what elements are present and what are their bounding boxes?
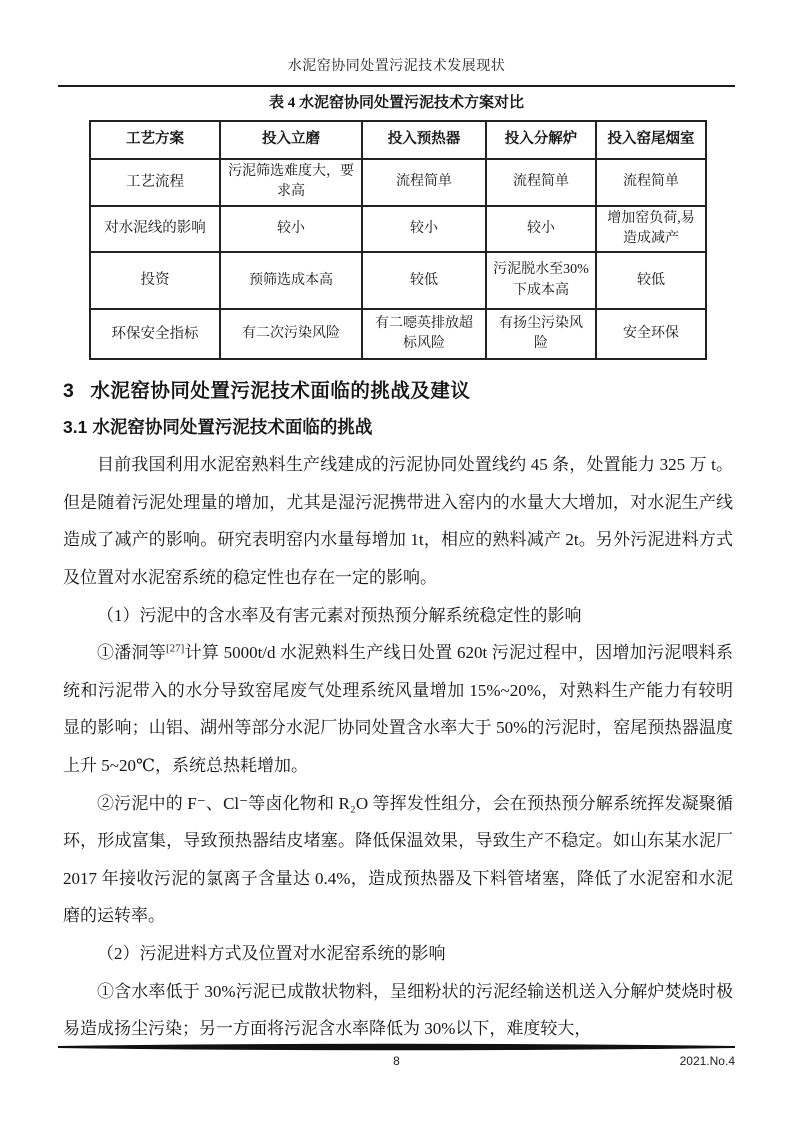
section-number: 3 bbox=[63, 380, 75, 403]
table-cell: 流程简单 bbox=[486, 159, 596, 206]
column-header-kiln-inlet: 投入窑尾烟室 bbox=[596, 121, 706, 159]
row-label: 投资 bbox=[90, 252, 220, 309]
footer-rule bbox=[58, 1043, 735, 1052]
table-cell: 有二次污染风险 bbox=[220, 309, 362, 359]
table-cell: 有扬尘污染风险 bbox=[486, 309, 596, 359]
paragraph-text: ①潘洞等 bbox=[97, 643, 166, 663]
table-row-process-flow bbox=[90, 159, 706, 206]
table-row-investment bbox=[90, 252, 706, 309]
table-row-cement-line-impact bbox=[90, 206, 706, 253]
paragraph-item-1-title: （1）污泥中的含水率及有害元素对预热预分解系统稳定性的影响 bbox=[97, 605, 582, 625]
subsection-heading bbox=[63, 415, 733, 439]
row-label: 环保安全指标 bbox=[90, 309, 220, 359]
table-row-environment-safety bbox=[90, 309, 706, 359]
table-cell: 污泥脱水至30%下成本高 bbox=[486, 252, 596, 309]
table-cell: 较小 bbox=[362, 206, 486, 253]
section-title: 水泥窑协同处置污泥技术面临的挑战及建议 bbox=[90, 380, 471, 403]
paragraph-intro: 目前我国利用水泥窑熟料生产线建成的污泥协同处置线约 45 条，处置能力 325 万 t。但是随着污泥处理量的增加，尤其是湿污泥携带进入窑内的水量大大增加，对水泥生产线造成了减产的影响。研究表明窑内水量每增加 1t，相应的熟料减产 2t。另外污泥进料方式及位置对水泥窑系统的稳定性也存在一定的影响。 bbox=[63, 455, 733, 587]
column-header-vertical-mill: 投入立磨 bbox=[220, 121, 362, 159]
table-caption: 表 4 水泥窑协同处置污泥技术方案对比 bbox=[268, 95, 524, 111]
column-header-calciner: 投入分解炉 bbox=[486, 121, 596, 159]
section-heading bbox=[63, 378, 733, 404]
table-cell: 较小 bbox=[486, 206, 596, 253]
table-header-row bbox=[90, 121, 706, 159]
running-header-title: 水泥窑协同处置污泥技术发展现状 bbox=[287, 59, 506, 74]
paragraph-item-2-detail: ①含水率低于 30%污泥已成散状物料，呈细粉状的污泥经输送机送入分解炉焚烧时极易造成扬尘污染；另一方面将污泥含水率降低为 30%以下，难度较大， bbox=[63, 981, 733, 1039]
table-cell: 较低 bbox=[362, 252, 486, 309]
table-cell: 污泥筛选难度大，要求高 bbox=[220, 159, 362, 206]
column-header-preheater: 投入预热器 bbox=[362, 121, 486, 159]
body-text bbox=[63, 446, 733, 1048]
paragraph-item-2-title: （2）污泥进料方式及位置对水泥窑系统的影响 bbox=[97, 943, 446, 963]
table-cell: 预筛选成本高 bbox=[220, 252, 362, 309]
table-cell: 安全环保 bbox=[596, 309, 706, 359]
issue-number: 2021.No.4 bbox=[679, 1054, 735, 1068]
reference-marker: [27] bbox=[166, 642, 185, 655]
row-label: 工艺流程 bbox=[90, 159, 220, 206]
table-cell: 流程简单 bbox=[596, 159, 706, 206]
footer-text-row bbox=[58, 1054, 735, 1070]
table-cell: 有二噁英排放超标风险 bbox=[362, 309, 486, 359]
subsection-number: 3.1 bbox=[63, 417, 88, 438]
paragraph-text: 计算 5000t/d 水泥熟料生产线日处置 620t 污泥过程中，因增加污泥喂料系统和污泥带入的水分导致窑尾废气处理系统风量增加 15%~20%，对熟料生产能力有较明显的影响；山铝、湖州等部分水泥厂协同处置含水率大于 50%的污泥时，窑尾预热器温度上升 5~20℃，系统总热耗增加。 bbox=[63, 643, 733, 775]
row-label: 对水泥线的影响 bbox=[90, 206, 220, 253]
paragraph-item-1-detail-b: ②污泥中的 F⁻、Cl⁻等卤化物和 R₂O 等挥发性组分，会在预热预分解系统挥发凝聚循环，形成富集，导致预热器结皮堵塞。降低保温效果，导致生产不稳定。如山东某水泥厂 2017 年接收污泥的氯离子含量达 0.4%，造成预热器及下料管堵塞，降低了水泥窑和水泥磨的运转率。 bbox=[63, 793, 733, 926]
subsection-title: 水泥窑协同处置污泥技术面临的挑战 bbox=[92, 417, 373, 438]
table-cell: 流程简单 bbox=[362, 159, 486, 206]
page-footer bbox=[58, 1043, 735, 1070]
paragraph-item-1-detail-a bbox=[63, 634, 733, 784]
page-number: 8 bbox=[393, 1054, 400, 1068]
header-rule bbox=[58, 85, 735, 87]
column-header-scheme: 工艺方案 bbox=[90, 121, 220, 159]
table-cell: 较低 bbox=[596, 252, 706, 309]
table-cell: 增加窑负荷,易造成减产 bbox=[596, 206, 706, 253]
comparison-table bbox=[89, 120, 707, 360]
table-cell: 较小 bbox=[220, 206, 362, 253]
